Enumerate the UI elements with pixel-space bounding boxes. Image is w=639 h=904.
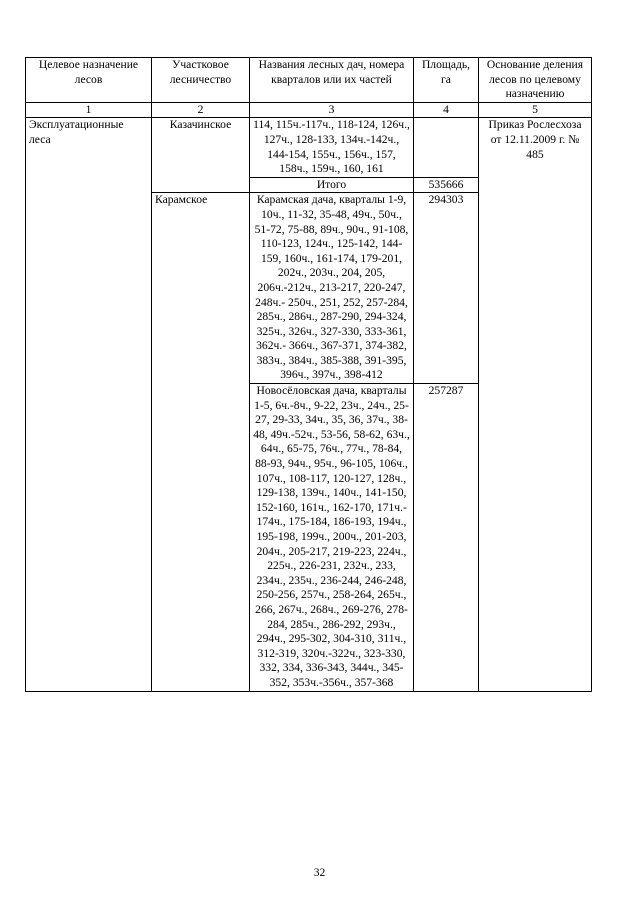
column-number: 3 <box>250 102 414 118</box>
quarters-novoselovskaya-dacha: Новосёловская дача, кварталы 1-5, 6ч.-8ч., 9-22, 23ч., 24ч., 25-27, 29-33, 34ч., 35, 36, 37ч., 38-48, 49ч.-52ч., 53-56, 58-62, 63ч., 64ч., 65-75, 76ч., 77ч., 78-84, 88-93, 94ч., 95ч., 96-105, 106ч., 107ч., 108-117, 120-127, 128ч., 129-138, 139ч., 140ч., 141-150, 152-160, 161ч., 162-170, 171ч.- 174ч., 175-184, 186-193, 194ч., 195-198, 199ч., 200ч., 201-203, 204ч., 205-217, 219-223, 224ч., 225ч., 226-231, 232ч., 233, 234ч., 235ч., 236-244, 246-248, 250-256, 257ч., 258-264, 265ч., 266, 267ч., 268ч., 269-276, 278-284, 285ч., 286-292, 293ч., 294ч., 295-302, 304-310, 311ч., 312-319, 320ч.-322ч., 323-330, 332, 334, 336-343, 344ч., 345-352, 353ч.-356ч., 357-368 <box>250 384 414 691</box>
total-area: 535666 <box>414 177 479 193</box>
header-basis: Основание деления лесов по целевому назначению <box>479 58 592 103</box>
quarters-kazachinskoe: 114, 115ч.-117ч., 118-124, 126ч., 127ч., 128-133, 134ч.-142ч., 144-154, 155ч., 156ч., 157, 158ч., 159ч., 160, 161 <box>250 118 414 177</box>
column-number: 5 <box>479 102 592 118</box>
basis-cell: Приказ Рослесхоза от 12.11.2009 г. № 485 <box>479 118 592 691</box>
header-purpose: Целевое назначение лесов <box>26 58 152 103</box>
area-karamskaya-dacha: 294303 <box>414 193 479 384</box>
total-label: Итого <box>250 177 414 193</box>
area-novoselovskaya-dacha: 257287 <box>414 384 479 691</box>
column-number: 2 <box>152 102 250 118</box>
forestry-karamskoe: Карамское <box>152 193 250 691</box>
header-row <box>26 58 592 103</box>
forestry-kazachinskoe: Казачинское <box>152 118 250 193</box>
header-area: Площадь, га <box>414 58 479 103</box>
quarters-karamskaya-dacha: Карамская дача, кварталы 1-9, 10ч., 11-32, 35-48, 49ч., 50ч., 51-72, 75-88, 89ч., 90ч., 91-108, 110-123, 124ч., 125-142, 144-159, 160ч., 161-174, 179-201, 202ч., 203ч., 204, 205, 206ч.-212ч., 213-217, 220-247, 248ч.- 250ч., 251, 252, 257-284, 285ч., 286ч., 287-290, 294-324, 325ч., 326ч., 327-330, 333-361, 362ч.- 366ч., 367-371, 374-382, 383ч., 384ч., 385-388, 391-395, 396ч., 397ч., 398-412 <box>250 193 414 384</box>
area-kazachinskoe <box>414 118 479 177</box>
table-row <box>26 118 592 177</box>
forest-division-table <box>25 57 592 692</box>
column-number: 1 <box>26 102 152 118</box>
page-number: 32 <box>313 866 326 879</box>
column-numbers-row <box>26 102 592 118</box>
header-quarters: Названия лесных дач, номера кварталов или их частей <box>250 58 414 103</box>
purpose-cell: Эксплуатационные леса <box>26 118 152 691</box>
column-number: 4 <box>414 102 479 118</box>
header-forestry: Участковое лесничество <box>152 58 250 103</box>
